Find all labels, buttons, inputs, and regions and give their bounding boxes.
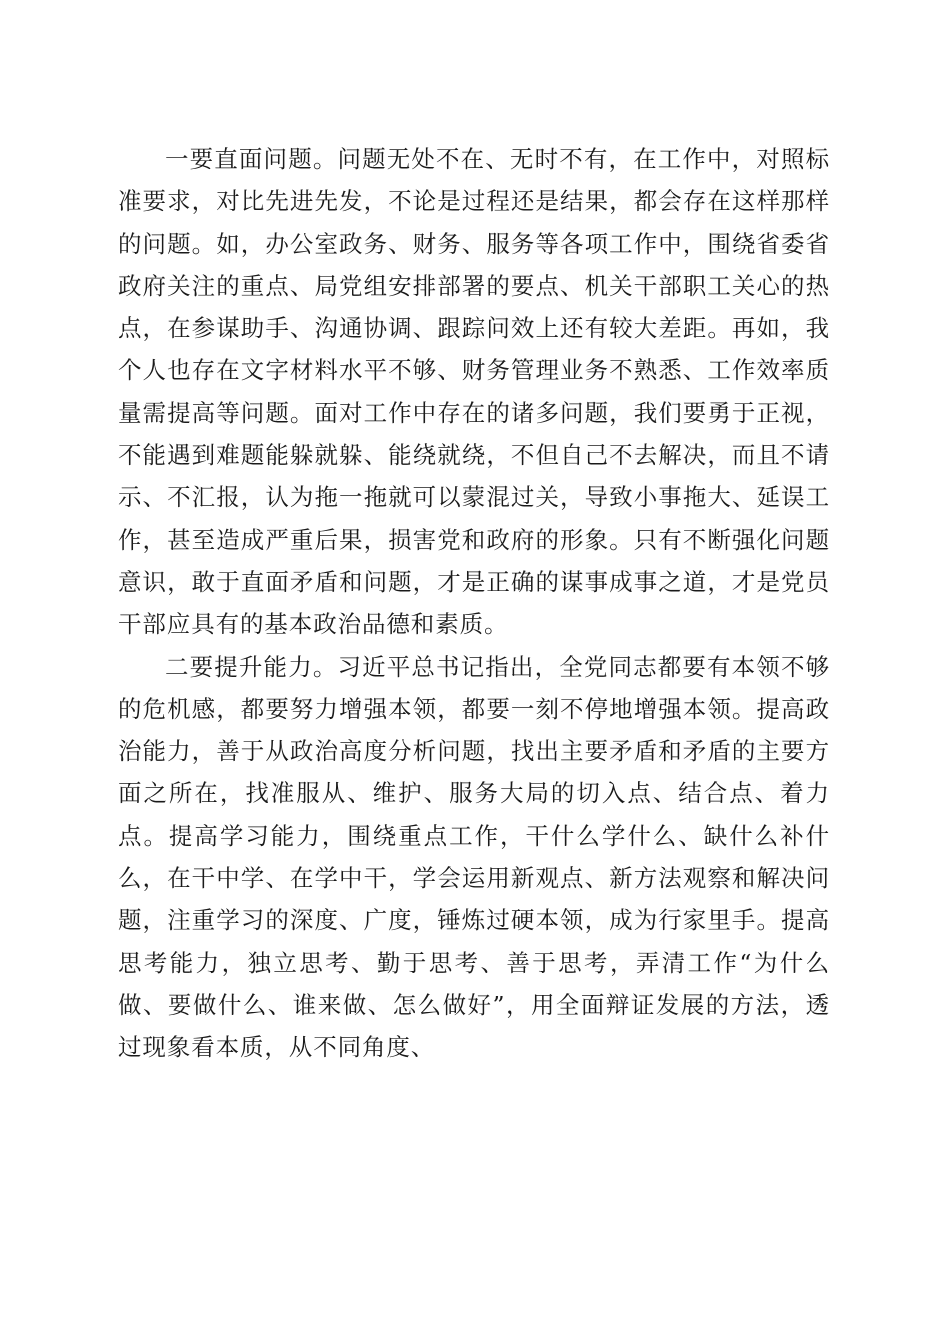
paragraph-face-problems: 一要直面问题。问题无处不在、无时不有，在工作中，对照标准要求，对比先进先发，不论是过程还是结果，都会存在这样那样的问题。如，办公室政务、财务、服务等各项工作中，围绕省委省政府关注的重点、局党组安排部署的要点、机关干部职工关心的热点，在参谋助手、沟通协调、跟踪问效上还有较大差距。再如，我个人也存在文字材料水平不够、财务管理业务不熟悉、工作效率质量需提高等问题。面对工作中存在的诸多问题，我们要勇于正视，不能遇到难题能躲就躲、能绕就绕，不但自己不去解决，而且不请示、不汇报，认为拖一拖就可以蒙混过关，导致小事拖大、延误工作，甚至造成严重后果，损害党和政府的形象。只有不断强化问题意识，敢于直面矛盾和问题，才是正确的谋事成事之道，才是党员干部应具有的基本政治品德和素质。 bbox=[118, 145, 830, 639]
document-body bbox=[118, 138, 830, 1069]
paragraph-improve-ability: 二要提升能力。习近平总书记指出，全党同志都要有本领不够的危机感，都要努力增强本领，都要一刻不停地增强本领。提高政治能力，善于从政治高度分析问题，找出主要矛盾和矛盾的主要方面之所在，找准服从、维护、服务大局的切入点、结合点、着力点。提高学习能力，围绕重点工作，干什么学什么、缺什么补什么，在干中学、在学中干，学会运用新观点、新方法观察和解决问题，注重学习的深度、广度，锤炼过硬本领，成为行家里手。提高思考能力，独立思考、勤于思考、善于思考，弄清工作“为什么做、要做什么、谁来做、怎么做好”，用全面辩证发展的方法，透过现象看本质，从不同角度、 bbox=[118, 652, 830, 1062]
